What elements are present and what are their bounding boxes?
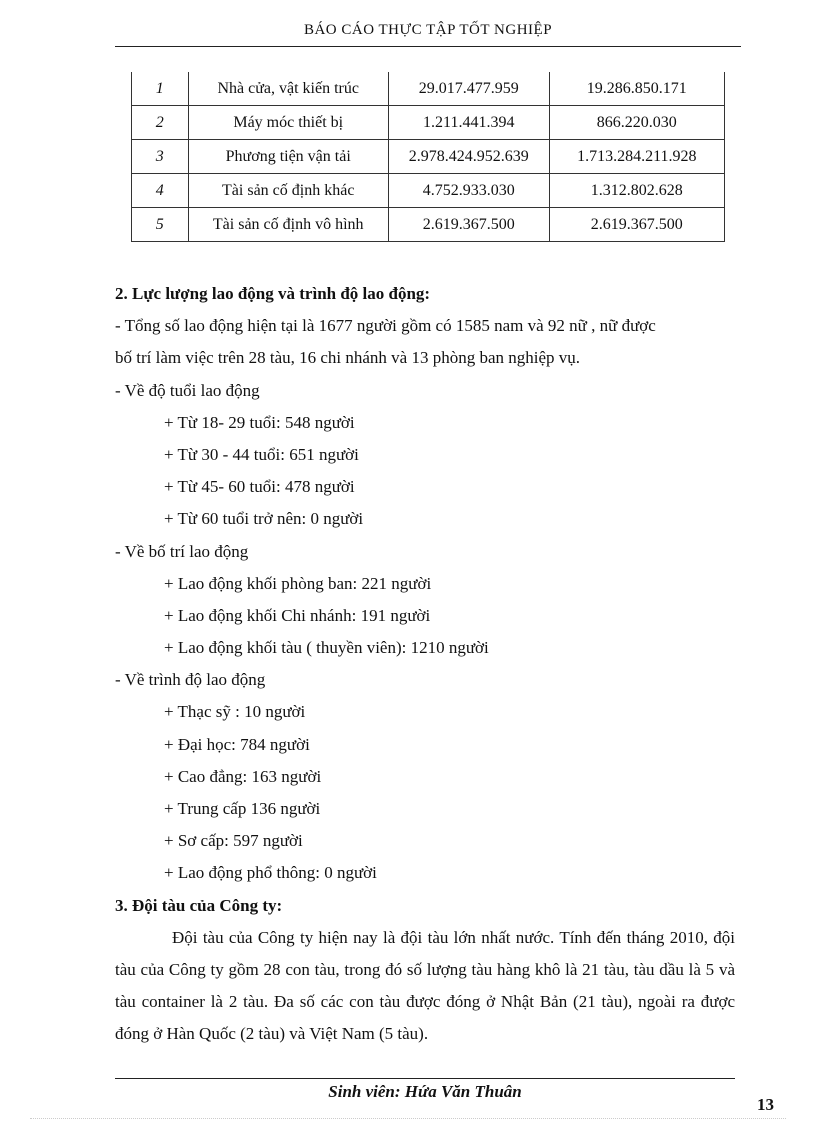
asset-value-1: 2.619.367.500 [388, 208, 549, 242]
allocation-item: + Lao động khối tàu ( thuyền viên): 1210 người [164, 638, 489, 658]
workforce-intro-line-2: bố trí làm việc trên 28 tàu, 16 chi nhánh và 13 phòng ban nghiệp vụ. [115, 348, 581, 368]
page-number: 13 [757, 1095, 774, 1114]
asset-value-1: 2.978.424.952.639 [388, 140, 549, 174]
row-number: 1 [132, 72, 189, 106]
workforce-intro-line-1: - Tổng số lao động hiện tại là 1677 người gồm có 1585 nam và 92 nữ , nữ được [115, 316, 656, 336]
age-item: + Từ 30 - 44 tuổi: 651 người [164, 444, 359, 464]
qualification-item: + Cao đẳng: 163 người [164, 766, 322, 786]
age-group-title: - Về độ tuổi lao động [115, 380, 260, 400]
asset-name: Tài sản cố định khác [188, 174, 388, 208]
table-row [132, 208, 725, 242]
age-item: + Từ 60 tuổi trở nên: 0 người [164, 509, 364, 529]
row-number: 3 [132, 140, 189, 174]
age-item: + Từ 18- 29 tuổi: 548 người [164, 412, 355, 432]
asset-name: Máy móc thiết bị [188, 106, 388, 140]
footer-divider [115, 1078, 735, 1079]
table-row [132, 140, 725, 174]
age-item: + Từ 45- 60 tuổi: 478 người [164, 477, 355, 497]
qualification-item: + Đại học: 784 người [164, 734, 310, 754]
qualification-item: + Sơ cấp: 597 người [164, 831, 303, 851]
section-3-heading: 3. Đội tàu của Công ty: [115, 895, 283, 915]
asset-value-1: 1.211.441.394 [388, 106, 549, 140]
qualification-item: + Thạc sỹ : 10 người [164, 702, 306, 722]
table-row [132, 72, 725, 106]
allocation-item: + Lao động khối phòng ban: 221 người [164, 573, 432, 593]
asset-value-1: 4.752.933.030 [388, 174, 549, 208]
page-bottom-border [30, 1118, 786, 1119]
asset-table [131, 72, 725, 242]
asset-name: Tài sản cố định vô hình [188, 208, 388, 242]
row-number: 2 [132, 106, 189, 140]
row-number: 4 [132, 174, 189, 208]
qualification-title: - Về trình độ lao động [115, 670, 266, 690]
qualification-item: + Lao động phổ thông: 0 người [164, 863, 377, 883]
table-row [132, 174, 725, 208]
asset-value-2: 1.713.284.211.928 [549, 140, 724, 174]
asset-value-2: 866.220.030 [549, 106, 724, 140]
allocation-item: + Lao động khối Chi nhánh: 191 người [164, 605, 431, 625]
page-header-title: BÁO CÁO THỰC TẬP TỐT NGHIỆP [303, 22, 553, 38]
asset-name: Phương tiện vận tải [188, 140, 388, 174]
allocation-title: - Về bố trí lao động [115, 541, 249, 561]
row-number: 5 [132, 208, 189, 242]
qualification-item: + Trung cấp 136 người [164, 799, 321, 818]
fleet-paragraph: Đội tàu của Công ty hiện nay là đội tàu lớn nhất nước. Tính đến tháng 2010, đội tàu của Công ty gồm 28 con tàu, trong đó số lượng tàu hàng khô là 21 tàu, tàu dầu là 5 và tàu container là 2 tàu. Đa số các con tàu được đóng ở Nhật Bản (21 tàu), ngoài ra được đóng ở Hàn Quốc (2 tàu) và Việt Nam (5 tàu). [115, 927, 735, 1044]
asset-value-2: 1.312.802.628 [549, 174, 724, 208]
asset-value-1: 29.017.477.959 [388, 72, 549, 106]
section-2-heading: 2. Lực lượng lao động và trình độ lao động: [115, 284, 431, 303]
asset-value-2: 2.619.367.500 [549, 208, 724, 242]
footer-student-name: Sinh viên: Hứa Văn Thuân [328, 1082, 522, 1101]
asset-name: Nhà cửa, vật kiến trúc [188, 72, 388, 106]
document-body [115, 278, 735, 1051]
header-divider [115, 46, 741, 47]
table-row [132, 106, 725, 140]
asset-value-2: 19.286.850.171 [549, 72, 724, 106]
